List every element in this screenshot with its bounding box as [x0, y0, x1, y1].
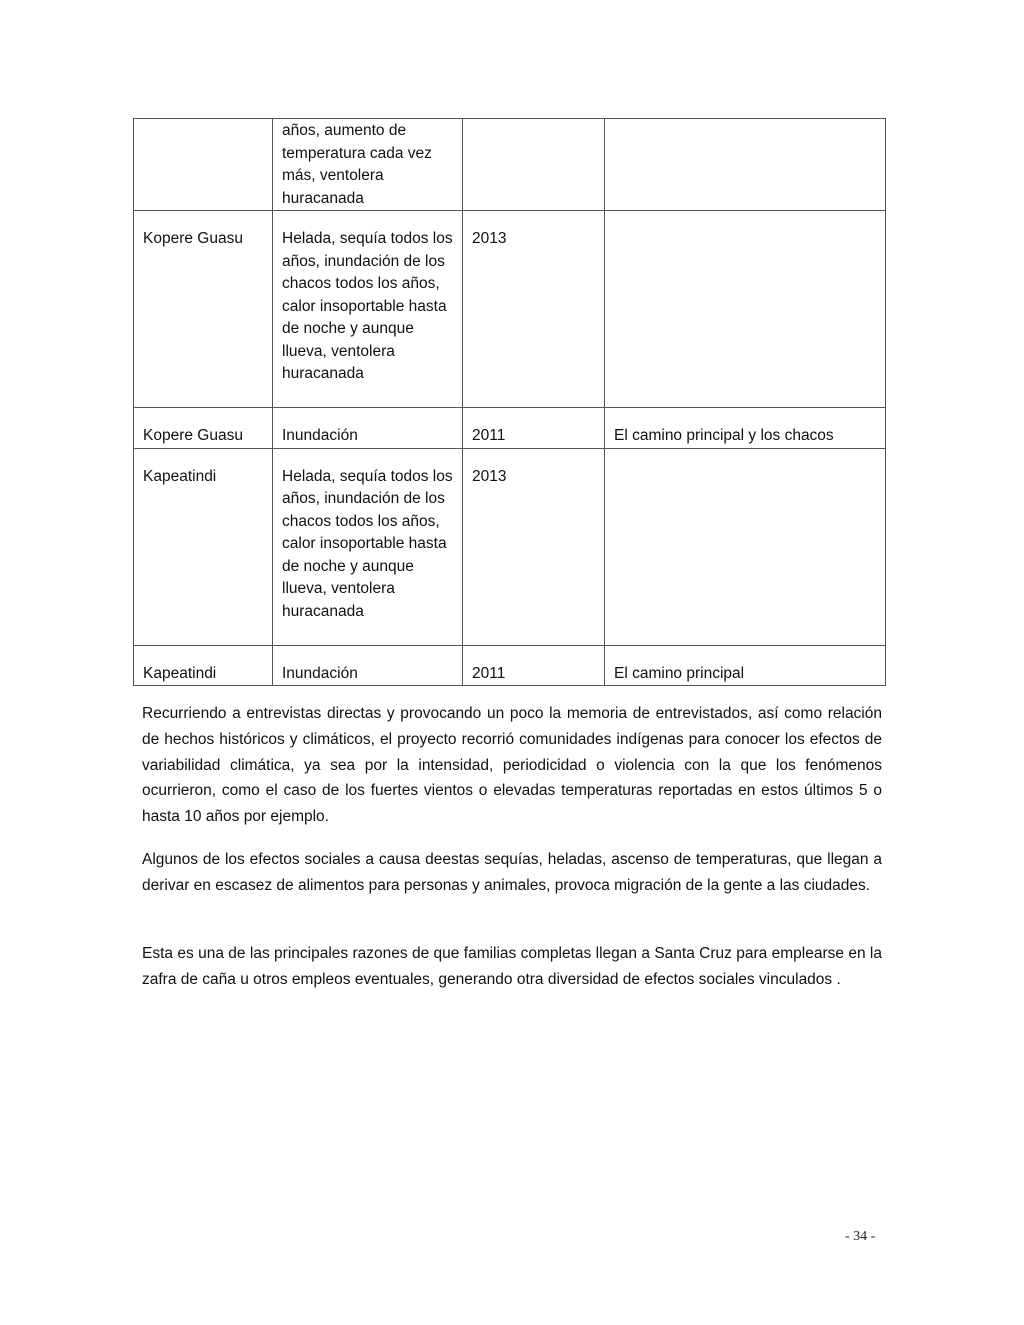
hazard-cell: Helada, sequía todos los años, inundación de los chacos todos los años, calor insoportable hasta de noche y aunque llueva, ventolera huracanada	[273, 211, 463, 408]
affected-cell	[605, 211, 886, 408]
community-cell: Kopere Guasu	[134, 211, 273, 408]
affected-cell	[605, 448, 886, 645]
climate-events-table	[133, 118, 886, 686]
affected-cell: El camino principal	[605, 645, 886, 686]
year-cell: 2011	[463, 645, 605, 686]
hazard-cell: Inundación	[273, 645, 463, 686]
hazard-cell: Helada, sequía todos los años, inundación de los chacos todos los años, calor insoportable hasta de noche y aunque llueva, ventolera huracanada	[273, 448, 463, 645]
hazard-cell: años, aumento de temperatura cada vez más, ventolera huracanada	[273, 119, 463, 211]
community-cell: Kapeatindi	[134, 645, 273, 686]
body-paragraph: Esta es una de las principales razones de que familias completas llegan a Santa Cruz para emplearse en la zafra de caña u otros empleos eventuales, generando otra diversidad de efectos sociales vinculados .	[142, 945, 882, 988]
table-row	[134, 119, 886, 211]
body-paragraph: Algunos de los efectos sociales a causa deestas sequías, heladas, ascenso de temperaturas, que llegan a derivar en escasez de alimentos para personas y animales, provoca migración de la gente a las ciudades.	[142, 851, 882, 894]
affected-cell: El camino principal y los chacos	[605, 408, 886, 449]
table-row	[134, 211, 886, 408]
community-cell	[134, 119, 273, 211]
year-cell: 2013	[463, 448, 605, 645]
affected-cell	[605, 119, 886, 211]
year-cell: 2013	[463, 211, 605, 408]
year-cell	[463, 119, 605, 211]
community-cell: Kopere Guasu	[134, 408, 273, 449]
community-cell: Kapeatindi	[134, 448, 273, 645]
year-cell: 2011	[463, 408, 605, 449]
body-paragraph: Recurriendo a entrevistas directas y provocando un poco la memoria de entrevistados, así como relación de hechos históricos y climáticos, el proyecto recorrió comunidades indígenas para conocer los efectos de variabilidad climática, ya sea por la intensidad, periodicidad o violencia con la que los fenómenos ocurrieron, como el caso de los fuertes vientos o elevadas temperaturas reportadas en estos últimos 5 o hasta 10 años por ejemplo.	[142, 705, 882, 826]
table-row	[134, 408, 886, 449]
table-row	[134, 448, 886, 645]
table-row	[134, 645, 886, 686]
hazard-cell: Inundación	[273, 408, 463, 449]
page-number: - 34 -	[845, 1229, 876, 1244]
